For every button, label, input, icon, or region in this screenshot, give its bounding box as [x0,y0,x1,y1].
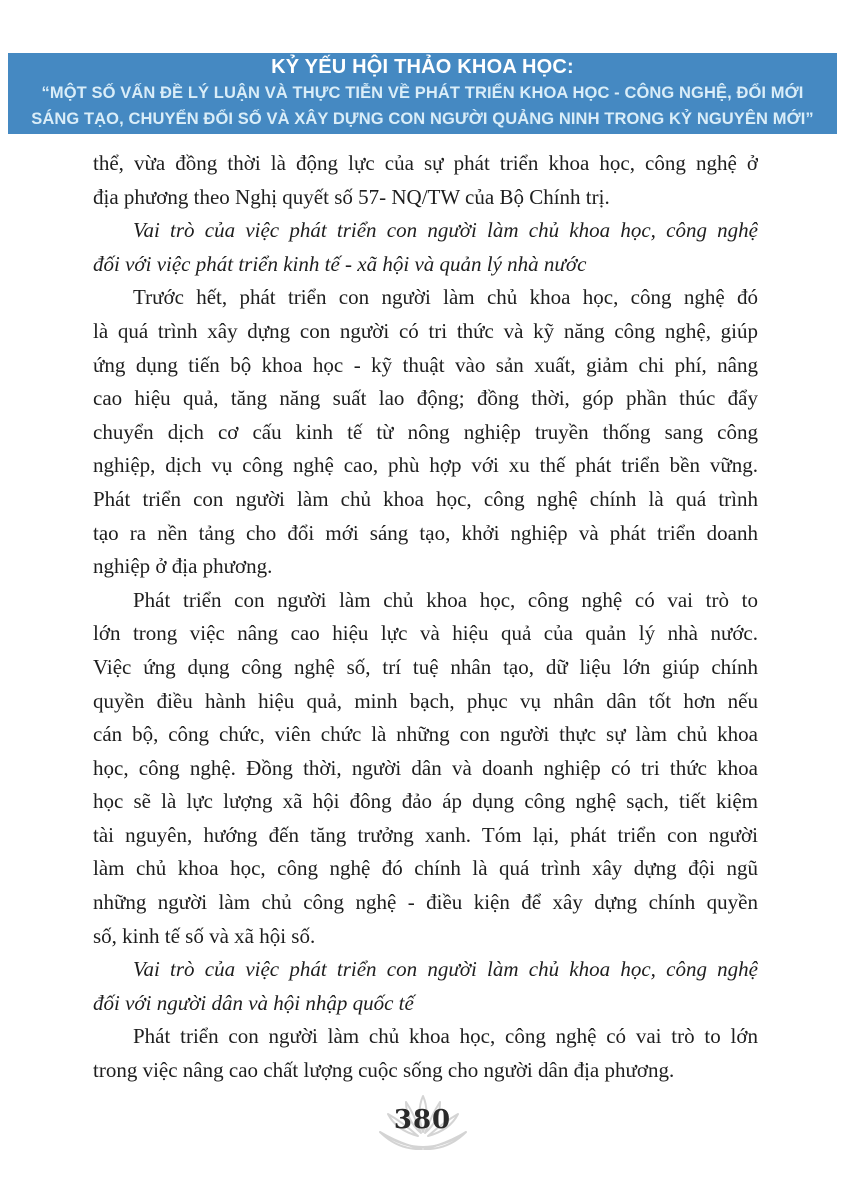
text-line: đối với việc phát triển kinh tế - xã hội và quản lý nhà nước [93,251,587,276]
text-line: học sẽ là lực lượng xã hội đông đảo áp dụng công nghệ sạch, tiết kiệm [93,789,758,814]
text-line: thể, vừa đồng thời là động lực của sự phát triển khoa học, công nghệ ở [93,151,758,175]
text-line: là quá trình xây dựng con người có tri thức và kỹ năng công nghệ, giúp [93,318,758,343]
conference-title: KỶ YẾU HỘI THẢO KHOA HỌC: [271,56,574,78]
text-line: học, công nghệ. Đồng thời, người dân và doanh nghiệp có tri thức khoa [93,755,758,780]
body-text [93,147,758,1088]
text-line: cao hiệu quả, tăng năng suất lao động; đồng thời, góp phần thúc đẩy [93,386,758,411]
text-line: tài nguyên, hướng đến tăng trưởng xanh. Tóm lại, phát triển con người [93,822,758,847]
text-line: số, kinh tế số và xã hội số. [93,923,316,948]
text-line: tạo ra nền tảng cho đổi mới sáng tạo, khởi nghiệp và phát triển doanh [93,520,758,545]
conference-subtitle-line1: “MỘT SỐ VẤN ĐỀ LÝ LUẬN VÀ THỰC TIỄN VỀ PHÁT TRIỂN KHOA HỌC - CÔNG NGHỆ, ĐỔI MỚI [41,84,804,102]
text-line: đối với người dân và hội nhập quốc tế [93,990,414,1015]
text-line: trong việc nâng cao chất lượng cuộc sống cho người dân địa phương. [93,1058,675,1083]
text-line: những người làm chủ công nghệ - điều kiện để xây dựng chính quyền [93,890,758,915]
conference-header-band [8,53,837,134]
text-line: ứng dụng tiến bộ khoa học - kỹ thuật vào sản xuất, giảm chi phí, nâng [93,352,758,377]
lotus-page-number-ornament [368,1092,478,1162]
text-line: lớn trong việc nâng cao hiệu lực và hiệu quả của quản lý nhà nước. [93,621,758,646]
text-line: chuyển dịch cơ cấu kinh tế từ nông nghiệp truyền thống sang công [93,419,758,444]
text-line: Việc ứng dụng công nghệ số, trí tuệ nhân tạo, dữ liệu lớn giúp chính [93,654,758,679]
text-line: Phát triển con người làm chủ khoa học, công nghệ có vai trò to [133,587,758,612]
text-line: Vai trò của việc phát triển con người làm chủ khoa học, công nghệ [133,957,758,982]
text-line: Trước hết, phát triển con người làm chủ khoa học, công nghệ đó [133,285,758,310]
text-line: quyền điều hành hiệu quả, minh bạch, phục vụ nhân dân tốt hơn nếu [93,688,758,713]
text-line: cán bộ, công chức, viên chức là những con người thực sự làm chủ khoa [93,722,758,747]
text-line: làm chủ khoa học, công nghệ đó chính là quá trình xây dựng đội ngũ [93,856,758,881]
text-line: nghiệp, dịch vụ công nghệ cao, phù hợp với xu thế phát triển bền vững. [93,453,758,478]
text-line: Vai trò của việc phát triển con người làm chủ khoa học, công nghệ [133,218,758,243]
conference-subtitle-line2: SÁNG TẠO, CHUYỂN ĐỔI SỐ VÀ XÂY DỰNG CON NGƯỜI QUẢNG NINH TRONG KỶ NGUYÊN MỚI” [31,110,814,128]
page-footer [0,1092,845,1162]
text-line: nghiệp ở địa phương. [93,554,273,579]
text-line: Phát triển con người làm chủ khoa học, công nghệ chính là quá trình [93,486,758,511]
text-line: Phát triển con người làm chủ khoa học, công nghệ có vai trò to lớn [133,1024,758,1049]
text-line: địa phương theo Nghị quyết số 57- NQ/TW của Bộ Chính trị. [93,184,610,209]
page-number: 380 [393,1105,452,1135]
